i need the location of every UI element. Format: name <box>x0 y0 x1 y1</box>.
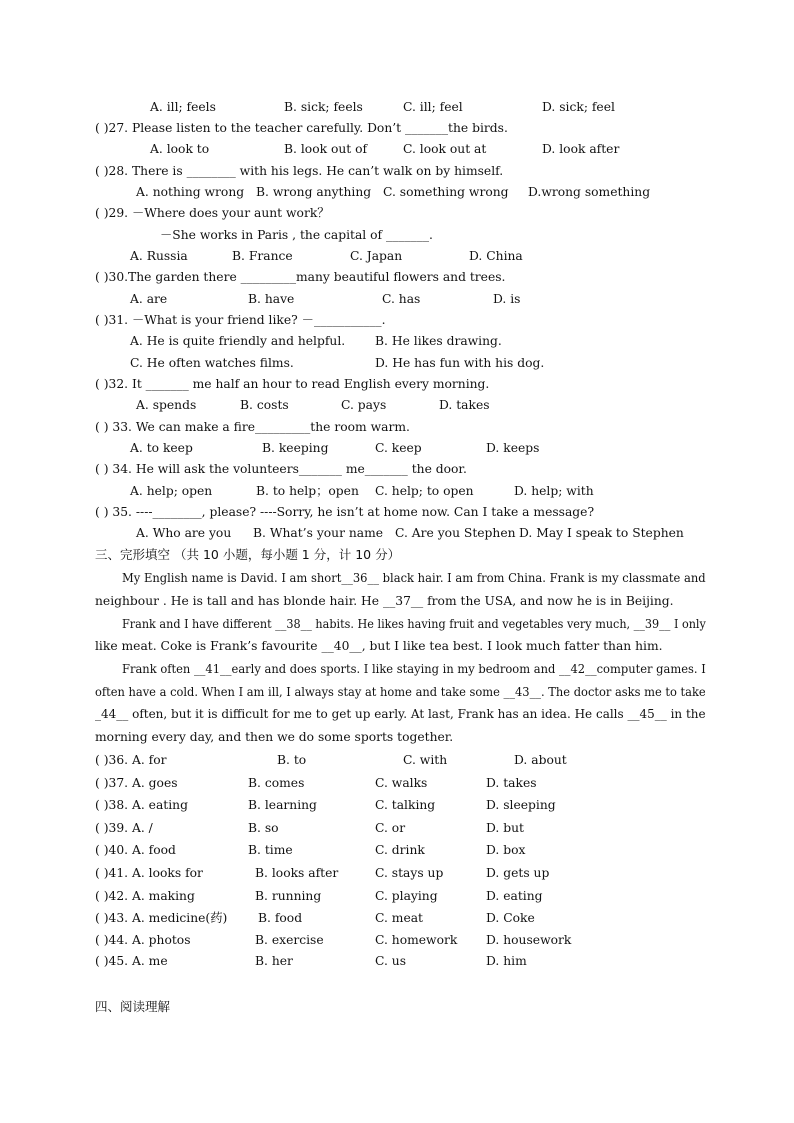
q30-option-a: A. are <box>130 292 168 306</box>
q27-option-d: D. look after <box>542 142 620 156</box>
q28-option-a: A. nothing wrong <box>136 185 245 199</box>
q28-option-b: B. wrong anything <box>256 185 372 199</box>
cloze-42-option-b: B. running <box>255 889 322 903</box>
cloze-39-label: ( )39. A. / <box>95 821 153 835</box>
cloze-36-label: ( )36. A. for <box>95 753 167 767</box>
q32-stem: ( )32. It _______ me half an hour to read English every morning. <box>95 377 490 391</box>
cloze-41-option-b: B. looks after <box>255 866 339 880</box>
passage-line: morning every day, and then we do some sports together. <box>95 730 454 744</box>
q34-option-c: C. help; to open <box>375 484 474 498</box>
cloze-38-option-b: B. learning <box>248 798 317 812</box>
q29-option-d: D. China <box>469 249 523 263</box>
q27-option-c: C. look out at <box>403 142 487 156</box>
passage-line: _44__ often, but it is difficult for me to get up early. At last, Frank has an idea. He calls __45__ in the <box>95 707 706 721</box>
q34-stem: ( ) 34. He will ask the volunteers_______ me_______ the door. <box>95 462 467 476</box>
passage-line: Frank and I have different __38__ habits. He likes having fruit and vegetables very much, __39__ I only <box>122 617 706 631</box>
cloze-39-option-b: B. so <box>248 821 279 835</box>
q27-option-a: A. look to <box>150 142 210 156</box>
q34-option-d: D. help; with <box>514 484 594 498</box>
cloze-40-option-d: D. box <box>486 843 526 857</box>
cloze-45-option-d: D. him <box>486 954 527 968</box>
q32-option-a: A. spends <box>136 398 197 412</box>
passage-line: neighbour . He is tall and has blonde hair. He __37__ from the USA, and now he is in Beijing. <box>95 594 674 608</box>
cloze-41-option-c: C. stays up <box>375 866 444 880</box>
q35-option-d: D. May I speak to Stephen <box>519 526 684 540</box>
q35-option-a: A. Who are you <box>136 526 232 540</box>
cloze-36-option-d: D. about <box>514 753 567 767</box>
q33-option-a: A. to keep <box>130 441 193 455</box>
q29-option-b: B. France <box>232 249 293 263</box>
cloze-36-option-c: C. with <box>403 753 448 767</box>
cloze-38-label: ( )38. A. eating <box>95 798 188 812</box>
cloze-37-label: ( )37. A. goes <box>95 776 178 790</box>
cloze-39-option-d: D. but <box>486 821 524 835</box>
q32-option-d: D. takes <box>439 398 490 412</box>
q35-stem: ( ) 35. ----________, please? ----Sorry, he isn’t at home now. Can I take a message? <box>95 505 595 519</box>
cloze-40-option-b: B. time <box>248 843 293 857</box>
q34-option-a: A. help; open <box>130 484 213 498</box>
q33-stem: ( ) 33. We can make a fire_________the room warm. <box>95 420 410 434</box>
cloze-36-option-b: B. to <box>277 753 307 767</box>
q26-option-d: D. sick; feel <box>542 100 615 114</box>
passage-line: often have a cold. When I am ill, I always stay at home and take some __43__. The doctor asks me to take <box>95 685 706 699</box>
passage-line: My English name is David. I am short__36__ black hair. I am from China. Frank is my classmate and <box>122 571 706 585</box>
cloze-42-option-d: D. eating <box>486 889 543 903</box>
cloze-43-option-c: C. meat <box>375 911 423 925</box>
cloze-38-option-c: C. talking <box>375 798 436 812</box>
q31-option-d: D. He has fun with his dog. <box>375 356 545 370</box>
cloze-44-option-b: B. exercise <box>255 933 324 947</box>
q33-option-b: B. keeping <box>262 441 329 455</box>
q26-option-c: C. ill; feel <box>403 100 463 114</box>
q32-option-b: B. costs <box>240 398 289 412</box>
q30-option-b: B. have <box>248 292 295 306</box>
cloze-37-option-b: B. comes <box>248 776 305 790</box>
q31-option-a: A. He is quite friendly and helpful. <box>130 334 346 348</box>
q33-option-c: C. keep <box>375 441 422 455</box>
q28-option-c: C. something wrong <box>383 185 509 199</box>
q34-option-b: B. to help；open <box>256 484 359 498</box>
cloze-37-option-c: C. walks <box>375 776 428 790</box>
q29-option-c: C. Japan <box>350 249 403 263</box>
cloze-42-option-c: C. playing <box>375 889 438 903</box>
cloze-37-option-d: D. takes <box>486 776 537 790</box>
section-4-title: 四、阅读理解 <box>95 999 171 1014</box>
cloze-38-option-d: D. sleeping <box>486 798 556 812</box>
q28-stem: ( )28. There is ________ with his legs. He can’t walk on by himself. <box>95 164 504 178</box>
cloze-40-label: ( )40. A. food <box>95 843 176 857</box>
q27-stem: ( )27. Please listen to the teacher carefully. Don’t _______the birds. <box>95 121 508 135</box>
cloze-45-label: ( )45. A. me <box>95 954 168 968</box>
q32-option-c: C. pays <box>341 398 387 412</box>
cloze-43-label: ( )43. A. medicine(药) <box>95 911 228 925</box>
q30-option-d: D. is <box>493 292 521 306</box>
cloze-39-option-c: C. or <box>375 821 406 835</box>
q31-option-b: B. He likes drawing. <box>375 334 502 348</box>
passage-line: Frank often __41__early and does sports. I like staying in my bedroom and __42__computer games. I <box>122 662 706 676</box>
q28-option-d: D.wrong something <box>528 185 651 199</box>
q27-option-b: B. look out of <box>284 142 368 156</box>
q35-option-b: B. What’s your name <box>253 526 384 540</box>
q29-stem-answer: －She works in Paris , the capital of _______. <box>160 228 433 242</box>
cloze-44-option-d: D. housework <box>486 933 572 947</box>
section-3-title: 三、完形填空 （共 10 小题，每小题 1 分，计 10 分） <box>95 547 401 562</box>
q26-option-a: A. ill; feels <box>150 100 216 114</box>
passage-line: like meat. Coke is Frank’s favourite __40__, but I like tea best. I look much fatter than him. <box>95 639 663 653</box>
cloze-45-option-c: C. us <box>375 954 407 968</box>
q31-stem: ( )31. －What is your friend like? －___________. <box>95 313 386 327</box>
q26-option-b: B. sick; feels <box>284 100 363 114</box>
cloze-45-option-b: B. her <box>255 954 293 968</box>
cloze-43-option-b: B. food <box>258 911 303 925</box>
q30-option-c: C. has <box>382 292 421 306</box>
q35-option-c: C. Are you Stephen <box>395 526 516 540</box>
cloze-42-label: ( )42. A. making <box>95 889 195 903</box>
q29-option-a: A. Russia <box>130 249 188 263</box>
cloze-44-option-c: C. homework <box>375 933 458 947</box>
cloze-41-label: ( )41. A. looks for <box>95 866 203 880</box>
q33-option-d: D. keeps <box>486 441 540 455</box>
cloze-44-label: ( )44. A. photos <box>95 933 191 947</box>
cloze-43-option-d: D. Coke <box>486 911 535 925</box>
q31-option-c: C. He often watches films. <box>130 356 294 370</box>
q29-stem: ( )29. －Where does your aunt work？ <box>95 206 330 220</box>
cloze-40-option-c: C. drink <box>375 843 425 857</box>
cloze-41-option-d: D. gets up <box>486 866 550 880</box>
q30-stem: ( )30.The garden there _________many beautiful flowers and trees. <box>95 270 506 284</box>
